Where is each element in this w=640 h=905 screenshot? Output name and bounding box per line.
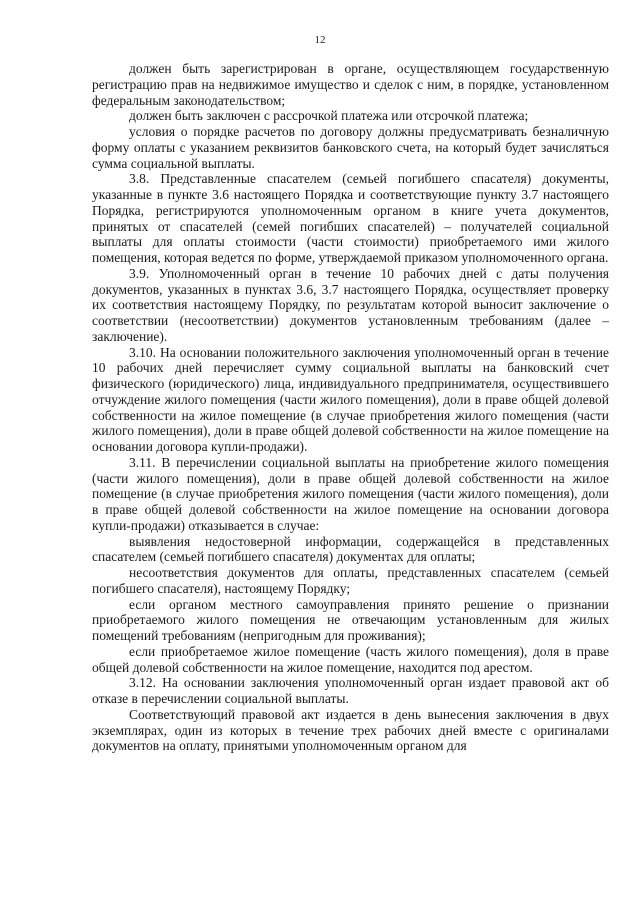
paragraph-clause-3-11: 3.11. В перечислении социальной выплаты на приобретение жилого помещения (части жилого помещения), доли в праве общей долевой собственности на жилое помещение (в случае приобретения жилого помещения (части жилого помещения), доли в праве общей долевой собственности на жилое помещение на основании договора купли-продажи) отказывается в случае: — [92, 454, 609, 533]
paragraph-refusal-reason-false-info: выявления недостоверной информации, содержащейся в представленных спасателем (семьей погибшего спасателя) документах для оплаты; — [92, 533, 609, 565]
paragraph-installment-requirement: должен быть заключен с рассрочкой платежа или отсрочкой платежа; — [129, 108, 529, 124]
paragraph-clause-3-9: 3.9. Уполномоченный орган в течение 10 рабочих дней с даты получения документов, указанных в пунктах 3.6, 3.7 настоящего Порядка, осуществляет проверку их соответствия настоящему Порядку, по результатам которой выносит заключение о соответствии (несоответствии) документов установленным требованиям (далее – заключение). — [92, 265, 609, 344]
paragraph-clause-3-10: 3.10. На основании положительного заключения уполномоченный орган в течение 10 рабочих дней перечисляет сумму социальной выплаты на банковский счет физического (юридического) лица, индивидуального предпринимателя, осуществившего отчуждение жилого помещения (части жилого помещения), доли в праве общей долевой собственности на жилое помещение (в случае приобретения жилого помещения (части жилого помещения), доли в праве общей долевой собственности на жилое помещение на основании договора купли-продажи). — [92, 344, 609, 454]
paragraph-registration-requirement: должен быть зарегистрирован в органе, осуществляющем государственную регистрацию прав на недвижимое имущество и сделок с ним, в порядке, установленном федеральным законодательством; — [92, 61, 609, 108]
paragraph-legal-act-issuance: Соответствующий правовой акт издается в день вынесения заключения в двух экземплярах, один из которых в течение трех рабочих дней вместе с оригиналами документов на оплату, принятыми уполномоченным органом для — [92, 706, 609, 754]
document-body — [92, 61, 609, 754]
paragraph-refusal-reason-arrest: если приобретаемое жилое помещение (часть жилого помещения), доля в праве общей долевой собственности на жилое помещение, находится под арестом. — [92, 643, 609, 675]
paragraph-refusal-reason-unfit-housing: если органом местного самоуправления принято решение о признании приобретаемого жилого помещения не отвечающим установленным для жилых помещений требованиям (непригодным для проживания); — [92, 596, 609, 643]
paragraph-clause-3-12: 3.12. На основании заключения уполномоченный орган издает правовой акт об отказе в перечислении социальной выплаты. — [92, 675, 609, 706]
paragraph-clause-3-8: 3.8. Представленные спасателем (семьей погибшего спасателя) документы, указанные в пункте 3.6 настоящего Порядка и соответствующие пункту 3.7 настоящего Порядка, регистрируются уполномоченным органом в книге учета документов, принятых от спасателей (семей погибших спасателей) – получателей социальной выплаты для оплаты стоимости (части стоимости) приобретаемого ими жилого помещения, которая ведется по форме, утверждаемой приказом уполномоченного органа. — [92, 171, 609, 265]
page-number: 12 — [314, 34, 326, 46]
paragraph-payment-terms: условия о порядке расчетов по договору должны предусматривать безналичную форму оплаты с указанием реквизитов банковского счета, на который будет зачисляться сумма социальной выплаты. — [92, 124, 609, 171]
paragraph-refusal-reason-nonconformity: несоответствия документов для оплаты, представленных спасателем (семьей погибшего спасателя), настоящему Порядку; — [92, 565, 609, 596]
